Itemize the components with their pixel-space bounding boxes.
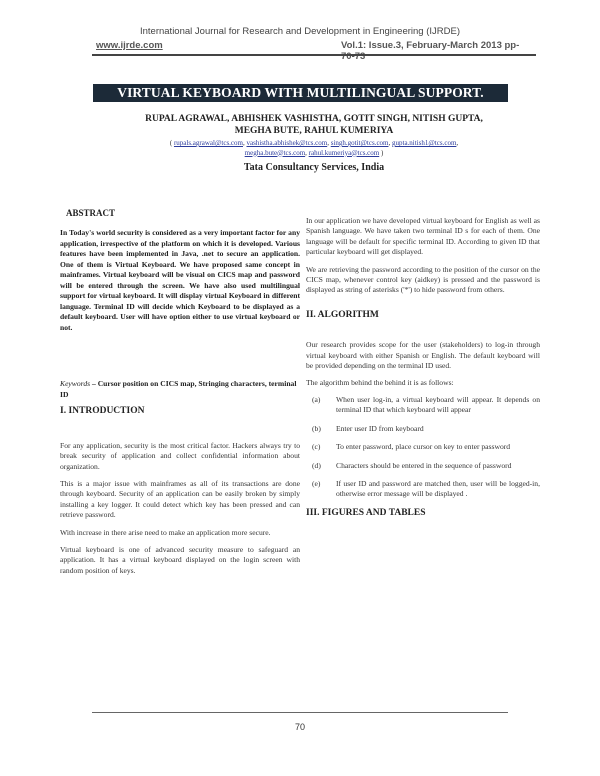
authors-line-1: RUPAL AGRAWAL, ABHISHEK VASHISTHA, GOTIT SINGH, NITISH GUPTA, (145, 114, 483, 124)
body-paragraph: We are retrieving the password according to the position of the cursor on the CICS map, whenever control key (aidkey) is pressed and the password is displayed as string of asterisks ('*') to hide password from others. (306, 264, 540, 295)
left-column (60, 208, 300, 576)
email-link[interactable]: singh.gotit@tcs.com (330, 139, 389, 147)
page-number: 70 (294, 722, 305, 732)
affiliation: Tata Consultancy Services, India (243, 162, 385, 173)
section-heading-introduction: I. INTRODUCTION (60, 406, 145, 417)
algorithm-step (306, 442, 540, 452)
abstract-heading: ABSTRACT (66, 208, 116, 218)
intro-paragraph: With increase in there arise need to make an application more secure. (60, 527, 271, 537)
authors-line-2: MEGHA BUTE, RAHUL KUMERIYA (234, 125, 394, 136)
email-link[interactable]: gupta.nitish1@tcs.com (392, 139, 457, 147)
section-heading-algorithm: II. ALGORITHM (306, 309, 379, 320)
header-rule (92, 54, 536, 56)
algorithm-step (306, 479, 540, 500)
step-label: (a) (312, 394, 321, 404)
step-text: Characters should be entered in the sequence of password (336, 460, 512, 470)
keywords-text: – Cursor position on CICS map, Stringing characters, terminal ID (60, 379, 297, 400)
intro-paragraph: For any application, security is the most critical factor. Hackers always try to break security of application and collect confidential information about organization. (60, 440, 300, 471)
journal-volume: Vol.1: Issue.3, February-March 2013 pp- 70-73 (341, 40, 520, 62)
algorithm-steps (306, 395, 540, 500)
author-emails: ( rupals.agrawal@tcs.com, vashistha.abhishek@tcs.com, singh.gotit@tcs.com, gupta.nitish1@tcs.com, megha.bute@tcs.com, rahul.kumeriya@tcs.com ) (169, 139, 459, 157)
step-label: (d) (312, 460, 321, 470)
algorithm-paragraph: Our research provides scope for the user (stakeholders) to log-in through virtual keyboard with either Spanish or English. The default keyboard will be provided depending on the terminal ID used. (306, 340, 540, 371)
emails-open-paren: ( (169, 139, 174, 147)
journal-name: International Journal for Research and Development in Engineering (IJRDE) (139, 26, 460, 37)
email-link[interactable]: megha.bute@tcs.com (244, 148, 306, 157)
abstract-text: In Today's world security is considered as a very important factor for any application, irrespective of the platform on which it is developed. Various features have been implemented in Java, .net to secure an application. One of them is Virtual Keyboard. We have proposed same concept in mainframes. Virtual keyboard will be visual on CICS map and password will be entered through the screen. We have also used multilingual support for virtual keyboard. It will display virtual Keyboard in different language. Terminal ID will decide which Keyboard to be displayed as a default keyboard. User will have option either to use virtual keyboard or not. (60, 228, 300, 332)
step-label: (b) (312, 423, 321, 433)
step-text: When user log-in, a virtual keyboard will appear. It depends on terminal ID that which keyboard will appear (336, 394, 540, 415)
author-list (90, 114, 538, 137)
email-link[interactable]: rahul.kumeriya@tcs.com (308, 148, 380, 157)
journal-url-link[interactable]: www.ijrde.com (96, 40, 163, 51)
algorithm-paragraph: The algorithm behind the behind it is as follows: (306, 378, 454, 388)
step-label: (c) (312, 442, 321, 452)
algorithm-step (306, 395, 540, 416)
right-column (306, 216, 540, 518)
step-text: Enter user ID from keyboard (336, 423, 424, 433)
section-heading-figures: III. FIGURES AND TABLES (306, 507, 426, 518)
intro-paragraph: Virtual keyboard is one of advanced security measure to safeguard an application. It has a virtual keyboard displayed on the login screen with random position of keys. (60, 545, 300, 575)
paper-title: VIRTUAL KEYBOARD WITH MULTILINGUAL SUPPORT. (93, 84, 508, 102)
footer-rule (92, 712, 508, 713)
email-link[interactable]: vashistha.abhishek@tcs.com (246, 139, 328, 147)
intro-paragraph: This is a major issue with mainframes as all of its transactions are done through keyboard. Security of an application can be easily broken by simply installing a key logger. It could detect which key has been pressed and can retrieve password. (60, 479, 300, 520)
algorithm-step (306, 424, 540, 434)
email-link[interactable]: rupals.agrawal@tcs.com (173, 139, 243, 147)
keywords (60, 378, 300, 400)
emails-close-paren: ) (379, 148, 384, 157)
keywords-label: Keywords (60, 379, 91, 389)
step-text: To enter password, place cursor on key to enter password (336, 442, 511, 452)
step-label: (e) (312, 478, 321, 488)
algorithm-step (306, 461, 540, 471)
step-text: If user ID and password are matched then, user will be logged-in, otherwise error message will be displayed . (336, 478, 540, 499)
body-paragraph: In our application we have developed virtual keyboard for English as well as Spanish language. We have taken two terminal ID s for each of them. One language will be default for specific terminal ID. According to given ID that particular keyboard will get displayed. (306, 216, 540, 257)
